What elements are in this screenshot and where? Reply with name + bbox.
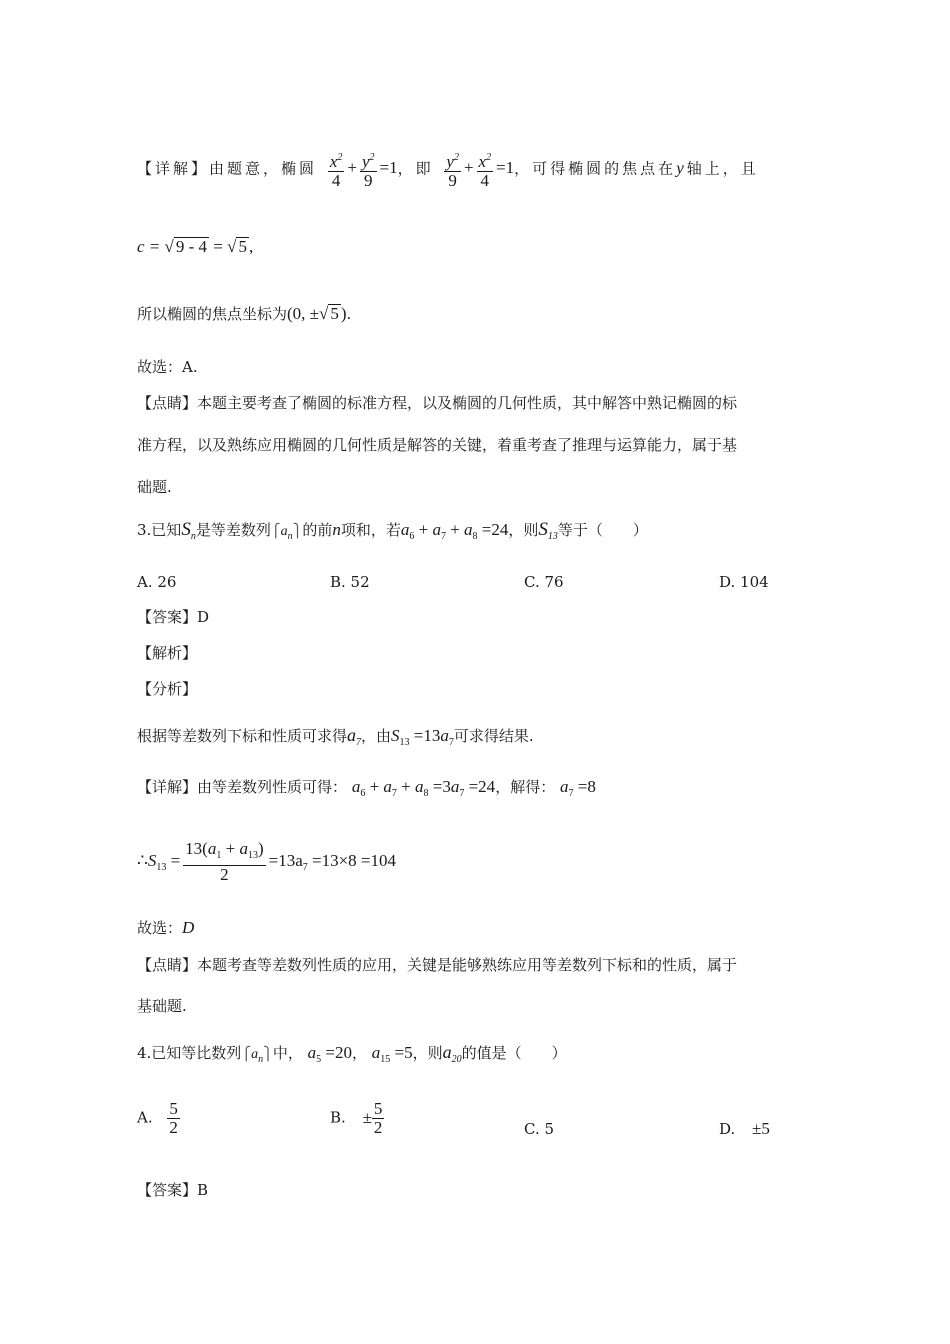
analysis-label: 【解析】 xyxy=(137,644,198,662)
comment-line-1: 【点睛】本题主要考查了椭圆的标准方程，以及椭圆的几何性质，其中解答中熟记椭圆的标 xyxy=(137,394,738,412)
question-4-stem: 4.已知等比数列$⎧a_n⎫$中， $a_5 =20$， $a_{15} =5$，则$a_{20}$的值是（ ） xyxy=(137,1042,567,1065)
ellipse-equation-1: $\frac{x^2}{4}$ + $\frac{y^2}{9}$ =1 xyxy=(329,152,398,190)
comment-line-3: 础题. xyxy=(137,478,172,496)
ellipse-equation-2: $\frac{y^2}{9}$ + $\frac{x^2}{4}$ =1 xyxy=(446,152,515,190)
detail-label: 【详解】 xyxy=(137,778,198,796)
detail-line-q3: 【详解】由等差数列性质可得： $a_6 + a_7 + a_8 =3a_7 =24$，解得： $a_7 =8$ xyxy=(137,777,596,799)
option-a[interactable]: A. 26 xyxy=(137,573,177,591)
option-c[interactable]: C. 5 xyxy=(524,1120,555,1138)
sum-formula-line: $\therefore S_{13}$ = $\frac{13(a_1 + a_{13})}{2}$ $=13a_7 =13\times 8 =104$ xyxy=(137,839,397,884)
detail-label: 【详解】 xyxy=(137,159,210,178)
detail-line-ellipse: 【详解】由题意，椭圆 $\frac{x^2}{4}$ + $\frac{y^2}{9}$ =1，即 $\frac{y^2}{9}$ + $\frac{x^2}{4}$ =1，可得椭圆的焦点在y轴上，且 xyxy=(137,152,759,190)
focus-line: 所以椭圆的焦点坐标为(0, ±√ 5 ). xyxy=(137,304,352,323)
option-d[interactable]: D. ±5 xyxy=(719,1119,770,1138)
choice-line-1: 故选：A. xyxy=(137,358,198,376)
option-b[interactable]: B. ± $\frac{5}{2}$ xyxy=(330,1099,383,1137)
fenxi-label: 【分析】 xyxy=(137,680,198,698)
comment-line-q3-2: 基础题. xyxy=(137,997,187,1015)
comment-label: 【点睛】 xyxy=(137,394,198,412)
answer-label: 【答案】D xyxy=(137,608,210,626)
comment-label: 【点睛】 xyxy=(137,956,198,974)
choice-line-q3: 故选：D xyxy=(137,918,195,937)
option-b[interactable]: B. 52 xyxy=(330,573,370,591)
answer-label-q4: 【答案】B xyxy=(137,1181,209,1199)
question-3-stem: 3.已知$S_n$是等差数列$⎧a_n⎫$的前n项和，若$a_6 + a_7 + a_8 =24$，则$S_{13}$等于（ ） xyxy=(137,519,648,542)
comment-line-q3-1: 【点睛】本题考查等差数列性质的应用，关键是能够熟练应用等差数列下标和的性质，属于 xyxy=(137,956,738,974)
option-d[interactable]: D. 104 xyxy=(719,573,769,591)
c-value-line: c = √ 9 - 4 = √ 5 , xyxy=(137,237,254,256)
option-c[interactable]: C. 76 xyxy=(524,573,564,591)
option-a[interactable]: A. $\frac{5}{2}$ xyxy=(137,1099,178,1137)
comment-line-2: 准方程，以及熟练应用椭圆的几何性质是解答的关键，着重考查了推理与运算能力，属于基 xyxy=(137,436,738,454)
fenxi-line: 根据等差数列下标和性质可求得$a_7$，由$S_{13} =13a_7$可求得结果. xyxy=(137,725,534,748)
